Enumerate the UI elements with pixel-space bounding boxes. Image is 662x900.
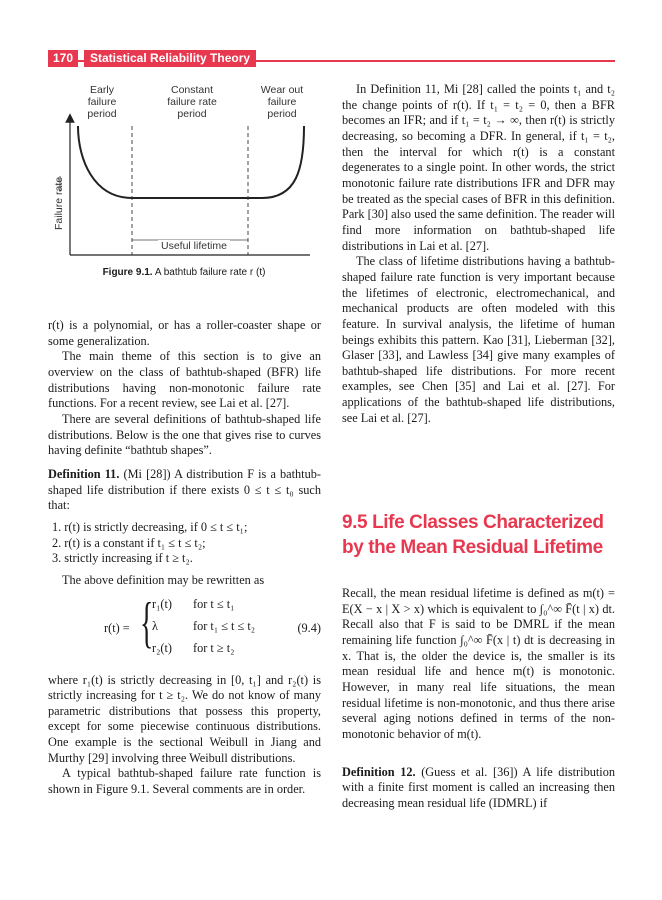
equation-case: r₁(t) xyxy=(152,596,172,611)
condition-item: 2. r(t) is a constant if t₁ ≤ t ≤ t₂; xyxy=(52,535,206,550)
figure-caption xyxy=(48,267,320,278)
figure-caption-label: Figure 9.1. xyxy=(102,267,153,278)
useful-lifetime-label: Useful lifetime xyxy=(158,240,230,252)
definition-label: Definition 11. xyxy=(48,466,120,481)
section-heading: 9.5 Life Classes Characterized by the Mean Residual Lifetime xyxy=(342,512,604,558)
definition-12 xyxy=(342,765,615,812)
paragraph: The class of lifetime distributions having a bathtub-shaped failure rate function is very important because the lifetimes of electronic, electromechanical, and mechanical products are often modeled with this feature. In survival analysis, the lifetime of human beings exhibits this pattern. Kao [31], Lieberman [32], Glaser [33], and Lawless [34] give many examples of bathtub-shaped life distributions. For more recent examples, see Chen [35] and Lai et al. [27]. For applications of the bathtub-shaped life distributions, see Lai et al. [27]. xyxy=(342,254,615,425)
left-column xyxy=(48,318,321,798)
running-title: Statistical Reliability Theory xyxy=(84,50,256,67)
period-label-line: Early xyxy=(90,84,114,96)
definition-text: (Guess et al. [36]) A life distribution with a finite first moment is called an increasing then decreasing mean residual life (IDMRL) if xyxy=(342,764,615,810)
definition-conditions xyxy=(48,520,321,567)
period-label-line: failure rate xyxy=(167,96,217,108)
y-axis-label: Failure rate xyxy=(53,176,65,230)
right-column-top xyxy=(342,82,615,426)
paragraph: A typical bathtub-shaped failure rate function is shown in Figure 9.1. Several comments are in order. xyxy=(48,766,321,797)
period-label-line: period xyxy=(177,108,207,120)
period-label-line: failure xyxy=(267,96,297,108)
definition-11 xyxy=(48,467,321,514)
paragraph: There are several definitions of bathtub-shaped life distributions. Below is the one that gives rise to curves having definite “bathtub shapes”. xyxy=(48,411,321,458)
figure-9-1 xyxy=(48,80,320,285)
bathtub-curve xyxy=(78,126,304,198)
period-label-line: failure xyxy=(87,96,117,108)
paragraph: The above definition may be rewritten as xyxy=(62,572,265,587)
equation-lhs: r(t) = xyxy=(104,620,130,635)
equation-condition: for t₁ ≤ t ≤ t₂ xyxy=(193,618,256,633)
equation-brace: { xyxy=(140,591,154,654)
paragraph: where r₁(t) is strictly decreasing in [0, t₁] and r₂(t) is strictly increasing for t ≥ t₂. We do not know of many parametric distributions that possess this property, except for some piecewise continuous distributions. One example is the sectional Weibull in Jiang and Murthy [29] involving three Weibull distributions. xyxy=(48,672,321,765)
page-number: 170 xyxy=(48,50,78,67)
right-column-bottom xyxy=(342,586,615,812)
bathtub-diagram xyxy=(48,80,320,285)
period-label-line: Constant xyxy=(170,84,214,96)
equation-9-4 xyxy=(48,591,321,665)
definition-label: Definition 12. xyxy=(342,764,416,779)
paragraph: r(t) is a polynomial, or has a roller-coaster shape or some generalization. xyxy=(48,318,321,348)
equation-case: λ xyxy=(152,618,158,633)
definition-text: (Mi [28]) A distribution F is a bathtub-shaped life distribution if there exists 0 ≤ t ≤ t₀ such that: xyxy=(48,466,321,513)
equation-case: r₂(t) xyxy=(152,640,172,655)
paragraph: The main theme of this section is to give an overview on the class of bathtub-shaped (BFR) life distributions having non-monotonic failure rate functions. For a recent review, see Lai et al. [27]. xyxy=(48,349,321,411)
paragraph: In Definition 11, Mi [28] called the points t₁ and t₂ the change points of r(t). If t₁ = t₂ = 0, then a BFR becomes an IFR; and if t₁ = t₂ → ∞, then r(t) is strictly decreasing, so becoming a DFR. In general, if t₁ = t₂, then the interval for which r(t) is a constant degenerates to a single point. In other words, the strict monotonic failure rate distributions IFR and DFR may be treated as the special cases of BFR in this definition. Park [30] also used the same definition. The reader will find more information on bathtub-shaped life distributions in Lai et al. [27]. xyxy=(342,82,615,253)
paragraph: Recall, the mean residual lifetime is defined as m(t) = E(X − x | X > x) which is equivalent to ∫₀^∞ F̄(t | x) dt. Recall also that F is said to be DMRL if the mean remaining life function ∫₀^∞ F̄(x | t) dt is decreasing in x. That is, the older the device is, the smaller is its mean residual life and hence m(t) is monotonic. However, in many real life situations, the mean residual lifetime is non-monotonic, and thus there arise several aging notions defined in terms of the non-monotonic behavior of m(t). xyxy=(342,586,615,741)
period-label-line: Wear out xyxy=(260,84,304,96)
condition-item: 1. r(t) is strictly decreasing, if 0 ≤ t ≤ t₁; xyxy=(52,519,248,534)
condition-item: 3. strictly increasing if t ≥ t₂. xyxy=(52,551,193,566)
equation-condition: for t ≥ t₂ xyxy=(193,640,235,655)
period-label-line: period xyxy=(87,108,117,120)
period-label-line: period xyxy=(267,108,297,120)
figure-caption-text: A bathtub failure rate r (t) xyxy=(154,267,266,278)
equation-number: (9.4) xyxy=(297,620,321,635)
equation-condition: for t ≤ t₁ xyxy=(193,596,235,611)
